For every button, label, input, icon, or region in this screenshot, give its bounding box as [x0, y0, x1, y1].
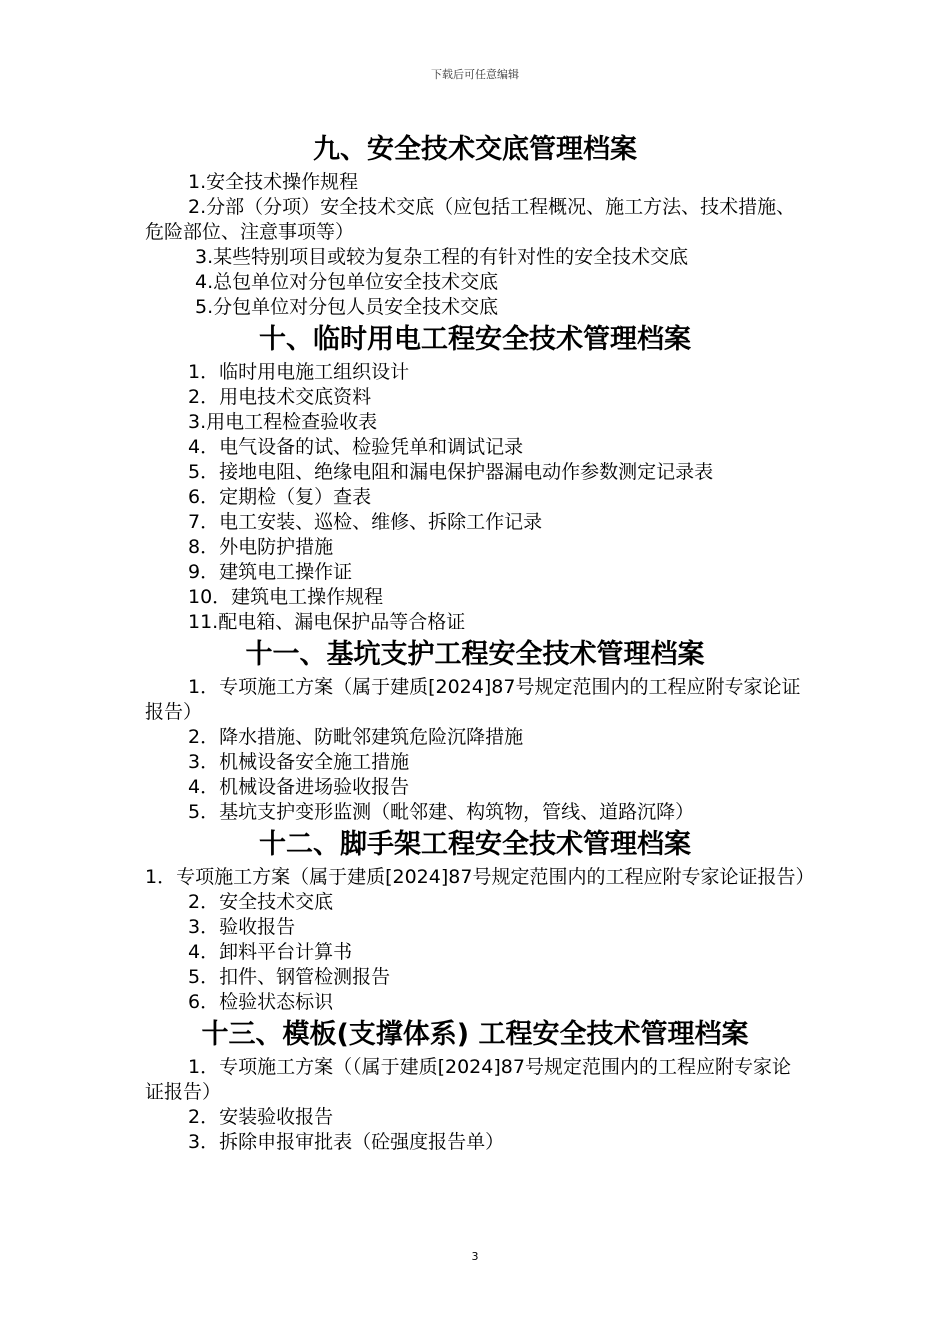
- list-item: 1．专项施工方案（属于建质[2024]87号规定范围内的工程应附专家论证报告）: [145, 866, 815, 888]
- section-title-11: 十一、基坑支护工程安全技术管理档案: [245, 639, 705, 670]
- list-item: 5．基坑支护变形监测（毗邻建、构筑物，管线、道路沉降）: [188, 801, 695, 823]
- section-title-13: 十三、模板(支撑体系) 工程安全技术管理档案: [201, 1019, 749, 1050]
- list-item: 7．电工安装、巡检、维修、拆除工作记录: [188, 511, 543, 533]
- page-number: 3: [471, 1250, 479, 1263]
- list-item: 10．建筑电工操作规程: [188, 586, 384, 608]
- list-item: 2．用电技术交底资料: [188, 386, 372, 408]
- list-item: 11.配电箱、漏电保护品等合格证: [188, 611, 466, 633]
- list-item: 8．外电防护措施: [188, 536, 334, 558]
- list-item: 3．验收报告: [188, 916, 296, 938]
- list-item: 4．卸料平台计算书: [188, 941, 353, 963]
- list-item: 6．检验状态标识: [188, 991, 334, 1013]
- list-item: 2．降水措施、防毗邻建筑危险沉降措施: [188, 726, 524, 748]
- list-item: 3．拆除申报审批表（砼强度报告单）: [188, 1131, 505, 1153]
- page-header: 下载后可任意编辑: [431, 68, 519, 81]
- list-item: 1．临时用电施工组织设计: [188, 361, 410, 383]
- list-item: 3.某些特别项目或较为复杂工程的有针对性的安全技术交底: [195, 246, 689, 268]
- list-item: 1.安全技术操作规程: [188, 171, 359, 193]
- list-item: 3.用电工程检查验收表: [188, 411, 378, 433]
- list-item: 5．接地电阻、绝缘电阻和漏电保护器漏电动作参数测定记录表: [188, 461, 714, 483]
- section-title-12: 十二、脚手架工程安全技术管理档案: [259, 829, 691, 860]
- section-title-9: 九、安全技术交底管理档案: [313, 134, 637, 165]
- list-item: 1．专项施工方案（（属于建质[2024]87号规定范围内的工程应附专家论证报告）: [145, 1056, 791, 1103]
- list-item: 3．机械设备安全施工措施: [188, 751, 410, 773]
- list-item: 2．安全技术交底: [188, 891, 334, 913]
- list-item: 4.总包单位对分包单位安全技术交底: [195, 271, 499, 293]
- list-item: 1．专项施工方案（属于建质[2024]87号规定范围内的工程应附专家论证报告）: [145, 676, 801, 723]
- list-item: 4．电气设备的试、检验凭单和调试记录: [188, 436, 524, 458]
- list-item: 2．安装验收报告: [188, 1106, 334, 1128]
- list-item: 6．定期检（复）查表: [188, 486, 372, 508]
- section-title-10: 十、临时用电工程安全技术管理档案: [259, 324, 691, 355]
- list-item: 5．扣件、钢管检测报告: [188, 966, 391, 988]
- list-item: 2.分部（分项）安全技术交底（应包括工程概况、施工方法、技术措施、危险部位、注意事项等）: [145, 196, 796, 243]
- list-item: 4．机械设备进场验收报告: [188, 776, 410, 798]
- list-item: 5.分包单位对分包人员安全技术交底: [195, 296, 499, 318]
- list-item: 9．建筑电工操作证: [188, 561, 353, 583]
- document-body: [145, 130, 815, 1155]
